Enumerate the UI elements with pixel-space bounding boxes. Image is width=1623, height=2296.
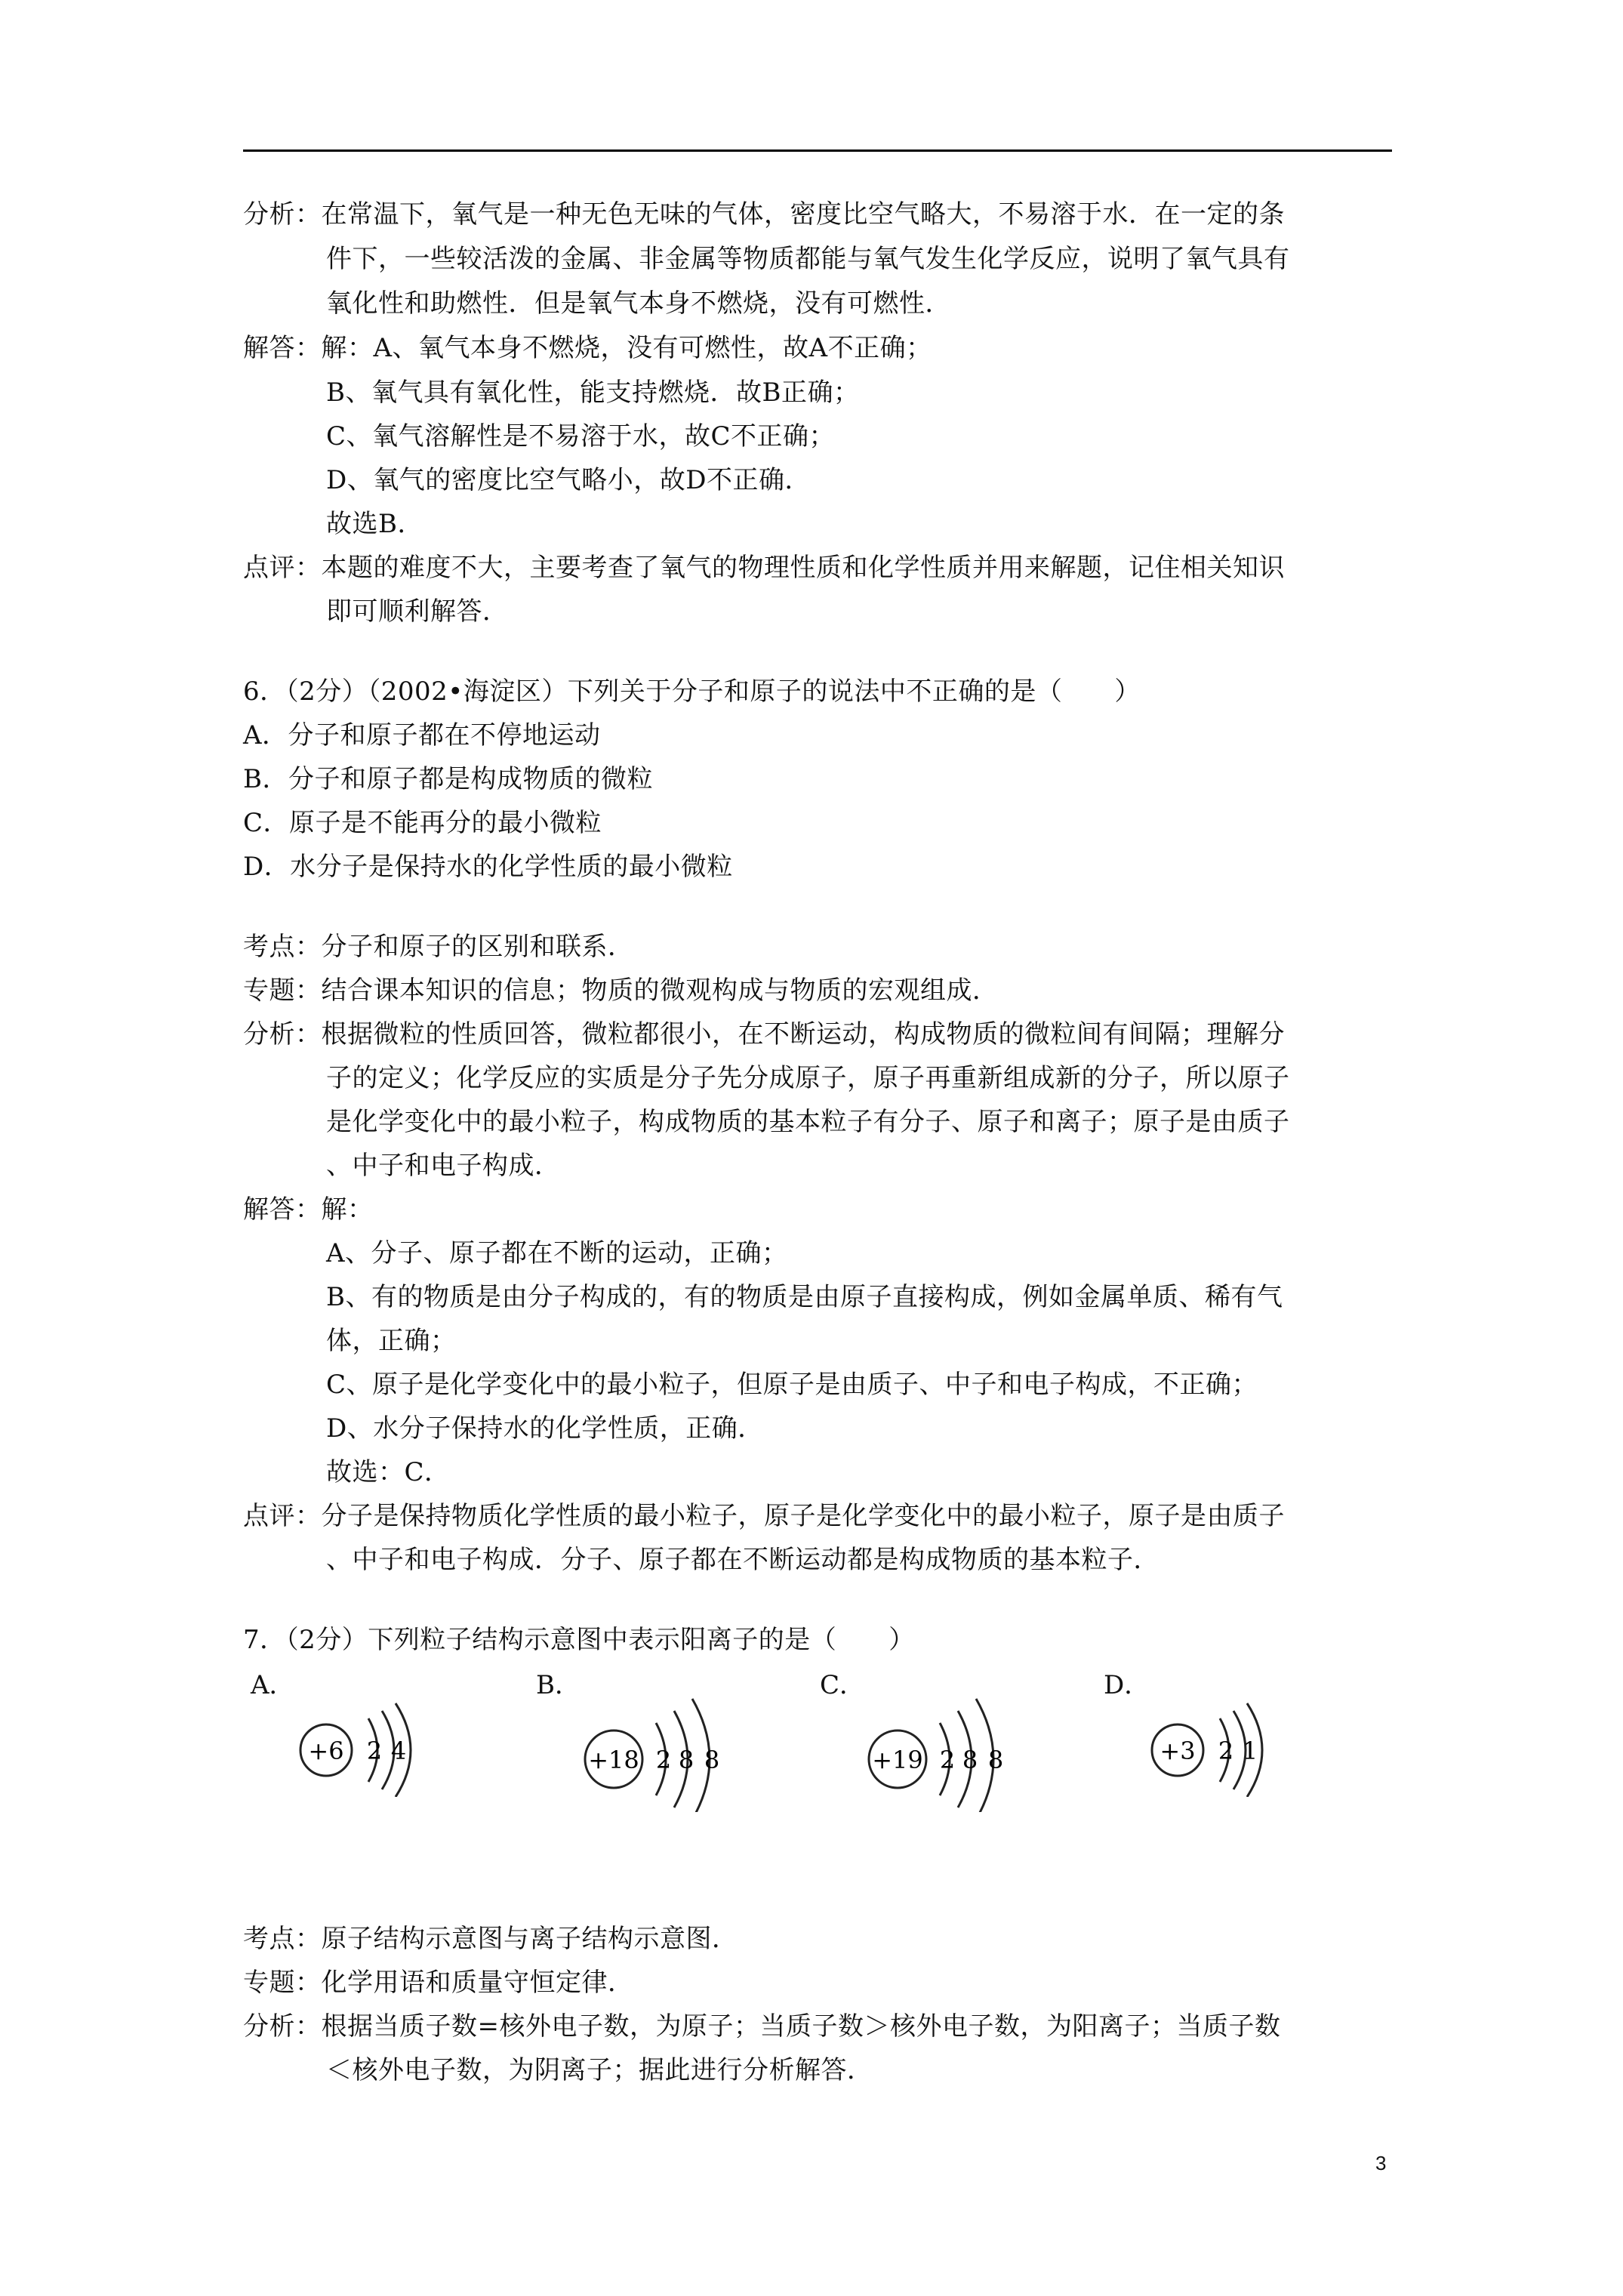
analysis-line: ＜核外电子数，为阴离子；据此进行分析解答．: [326, 2055, 873, 2085]
comment-line: 、中子和电子构成．分子、原子都在不断运动都是构成物质的基本粒子．: [326, 1545, 1160, 1575]
question-7-option-d-label: D．: [1104, 1670, 1150, 1700]
shell-electron-count: 8: [704, 1746, 720, 1774]
nucleus-charge: +18: [588, 1746, 639, 1774]
atom-diagram-d: [1146, 1691, 1282, 1797]
atom-diagram-c: [861, 1684, 1027, 1812]
answer-line: B、氧气具有氧化性，能支持燃烧．故B正确；: [326, 378, 860, 408]
analysis-line: 分析：根据微粒的性质回答，微粒都很小，在不断运动，构成物质的微粒间有间隔；理解分: [243, 1019, 1285, 1049]
atom-diagram-a: [294, 1691, 430, 1797]
shell-electron-count: 2: [1218, 1737, 1234, 1765]
question-6-option-d: D．水分子是保持水的化学性质的最小微粒: [243, 852, 733, 882]
question-6-option-c: C．原子是不能再分的最小微粒: [243, 808, 602, 838]
comment-line: 点评：本题的难度不大，主要考查了氧气的物理性质和化学性质并用来解题，记住相关知识: [243, 553, 1285, 583]
page-number: 3: [1375, 2152, 1387, 2174]
answer-line: D、水分子保持水的化学性质，正确．: [326, 1413, 764, 1444]
question-7-zhuanti: 专题：化学用语和质量守恒定律．: [243, 1968, 634, 1998]
answer-line: A、分子、原子都在不断的运动，正确；: [326, 1238, 788, 1268]
answer-line: B、有的物质是由分子构成的，有的物质是由原子直接构成，例如金属单质、稀有气: [326, 1282, 1283, 1312]
analysis-line: 分析：根据当质子数=核外电子数，为原子；当质子数＞核外电子数，为阳离子；当质子数: [243, 2011, 1281, 2042]
shell-electron-count: 8: [962, 1746, 978, 1774]
question-7-kaodian: 考点：原子结构示意图与离子结构示意图．: [243, 1924, 738, 1954]
nucleus-charge: +3: [1160, 1737, 1196, 1765]
question-7-stem: 7．（2分）下列粒子结构示意图中表示阳离子的是（ ）: [243, 1625, 915, 1655]
analysis-line: 分析：在常温下，氧气是一种无色无味的气体，密度比空气略大，不易溶于水．在一定的条: [243, 199, 1285, 230]
nucleus-charge: +19: [872, 1746, 923, 1774]
nucleus-charge: +6: [308, 1737, 344, 1765]
analysis-line: 氧化性和助燃性．但是氧气本身不燃烧，没有可燃性．: [326, 288, 951, 319]
question-7-option-b-label: B．: [536, 1670, 581, 1700]
answer-line: 解答：解：A、氧气本身不燃烧，没有可燃性，故A不正确；: [243, 333, 932, 363]
answer-line: 故选：C．: [326, 1457, 451, 1487]
answer-line: 故选B．: [326, 509, 423, 539]
analysis-line: 是化学变化中的最小粒子，构成物质的基本粒子有分子、原子和离子；原子是由质子: [326, 1107, 1290, 1137]
comment-line: 点评：分子是保持物质化学性质的最小粒子，原子是化学变化中的最小粒子，原子是由质子: [243, 1501, 1285, 1531]
answer-line: 解答：解：: [243, 1194, 374, 1225]
shell-electron-count: 1: [1242, 1737, 1258, 1765]
question-6-option-b: B．分子和原子都是构成物质的微粒: [243, 764, 653, 794]
shell-electron-count: 8: [678, 1746, 694, 1774]
shell-electron-count: 2: [939, 1746, 956, 1774]
question-6-kaodian: 考点：分子和原子的区别和联系．: [243, 932, 634, 962]
question-7-option-a-label: A．: [251, 1670, 295, 1700]
shell-electron-count: 8: [987, 1746, 1004, 1774]
answer-line: D、氧气的密度比空气略小，故D不正确．: [326, 465, 812, 495]
answer-line: 体，正确；: [326, 1326, 457, 1356]
atom-diagram-b: [577, 1684, 744, 1812]
answer-line: C、原子是化学变化中的最小粒子，但原子是由质子、中子和电子构成，不正确；: [326, 1370, 1258, 1400]
comment-line: 即可顺利解答．: [326, 596, 509, 627]
shell-electron-count: 2: [366, 1737, 383, 1765]
analysis-line: 件下，一些较活泼的金属、非金属等物质都能与氧气发生化学反应，说明了氧气具有: [326, 244, 1290, 274]
question-6-zhuanti: 专题：结合课本知识的信息；物质的微观构成与物质的宏观组成．: [243, 975, 999, 1006]
analysis-line: 、中子和电子构成．: [326, 1151, 561, 1181]
question-6-stem: 6．（2分）（2002•海淀区）下列关于分子和原子的说法中不正确的是（ ）: [243, 676, 1141, 707]
header-rule: [243, 149, 1392, 152]
shell-electron-count: 4: [390, 1737, 407, 1765]
question-7-option-c-label: C．: [820, 1670, 866, 1700]
answer-line: C、氧气溶解性是不易溶于水，故C不正确；: [326, 421, 836, 451]
analysis-line: 子的定义；化学反应的实质是分子先分成原子，原子再重新组成新的分子，所以原子: [326, 1063, 1290, 1093]
shell-electron-count: 2: [655, 1746, 672, 1774]
question-6-option-a: A．分子和原子都在不停地运动: [243, 720, 601, 750]
